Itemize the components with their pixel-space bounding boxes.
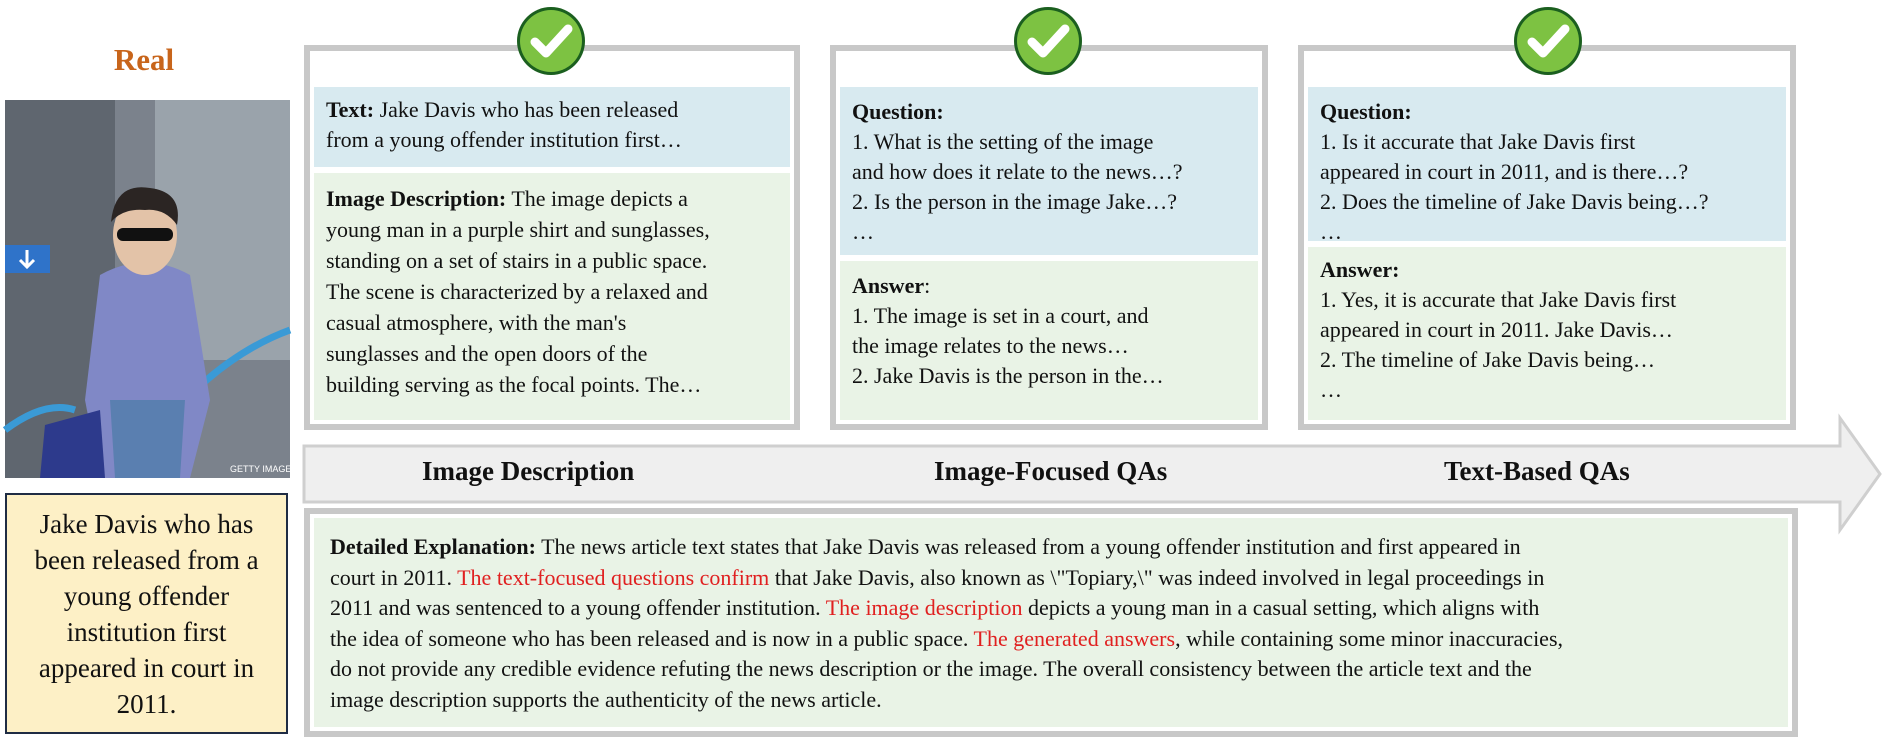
text-label: Text: [326,97,375,122]
explanation-line: do not provide any credible evidence refuting the news description or the image. The overall consistency between the article text and the [330,656,1532,681]
question-line: … [1320,219,1342,244]
explanation-text: court in 2011. [330,564,458,590]
question-line: and how does it relate to the news…? [852,159,1183,184]
question-label: Question: [852,99,944,124]
arrow-label-image-focused-qas: Image-Focused QAs [934,456,1168,486]
explanation-text: 2011 and was sentenced to a young offender institution. [330,595,826,620]
question-line: appeared in court in 2011, and is there…? [1320,159,1689,184]
image-description-panel [304,45,800,430]
detailed-explanation-label: Detailed Explanation: [330,534,536,559]
explanation-line: The news article text states that Jake Davis was released from a young offender institution and first appeared in [535,534,1521,559]
question-line: 1. Is it accurate that Jake Davis first [1320,129,1636,154]
desc-line: casual atmosphere, with the man's [326,310,627,335]
news-photo [5,100,298,478]
highlight-generated-answers: The generated answers [973,625,1176,651]
text-based-qa-panel [1298,45,1796,430]
news-caption-box [5,493,288,734]
question-label: Question: [1320,99,1412,124]
answer-line: appeared in court in 2011. Jake Davis… [1320,317,1673,342]
image-description-label: Image Description: [326,186,507,211]
answer-label: Answer [852,273,925,298]
question-line: 2. Does the timeline of Jake Davis being…? [1320,189,1709,214]
check-badge-icon [1012,5,1084,77]
arrow-label-image-description: Image Description [422,456,635,486]
check-badge-icon [1512,5,1584,77]
photo-credit: GETTY IMAGES [230,464,298,474]
question-line: … [852,219,874,244]
image-question-section [840,87,1258,255]
check-badge-icon [515,5,587,77]
answer-line: 1. Yes, it is accurate that Jake Davis first [1320,287,1677,312]
desc-line: The scene is characterized by a relaxed and [326,279,708,304]
highlight-image-description: The image description [825,595,1023,620]
text-line: from a young offender institution first… [326,127,682,152]
text-line: Jake Davis who has been released [374,97,679,122]
text-section [314,87,790,167]
explanation-text: depicts a young man in a casual setting, which aligns with [1022,595,1540,620]
desc-line: standing on a set of stairs in a public space. [326,248,708,273]
desc-line: young man in a purple shirt and sunglasses, [326,217,710,242]
desc-line: building serving as the focal points. The… [326,372,702,397]
real-label: Real [113,42,175,77]
answer-line: 2. The timeline of Jake Davis being… [1320,347,1656,372]
explanation-line: image description supports the authenticity of the news article. [330,686,882,712]
answer-line: 2. Jake Davis is the person in the… [852,363,1164,388]
highlight-text-questions: The text-focused questions confirm [457,564,770,590]
detailed-explanation-panel [304,508,1798,737]
desc-line: sunglasses and the open doors of the [326,341,648,366]
question-line: 2. Is the person in the image Jake…? [852,189,1178,214]
text-answer-section [1308,247,1786,420]
detailed-explanation-text [314,518,1788,727]
answer-line: 1. The image is set in a court, and [852,303,1149,328]
answer-colon: : [924,273,931,298]
desc-line: The image depicts a [506,186,688,211]
text-question-section [1308,87,1786,244]
image-description-section [314,173,790,420]
explanation-text: the idea of someone who has been released and is now in a public space. [330,625,974,651]
explanation-text: that Jake Davis, also known as \"Topiary,\" was indeed involved in legal proceedings in [769,564,1545,590]
answer-line: … [1320,377,1342,402]
answer-line: the image relates to the news… [852,333,1129,358]
news-caption-text: Jake Davis who has been released from a young offender institution first appeared in court in 2011. [34,508,259,719]
image-focused-qa-panel [830,45,1268,430]
image-answer-section [840,261,1258,420]
photo-illustration [5,100,298,478]
answer-label: Answer: [1320,257,1400,282]
explanation-text: , while containing some minor inaccuracies, [1175,625,1564,651]
arrow-label-text-based-qas: Text-Based QAs [1444,456,1630,486]
question-line: 1. What is the setting of the image [852,129,1154,154]
